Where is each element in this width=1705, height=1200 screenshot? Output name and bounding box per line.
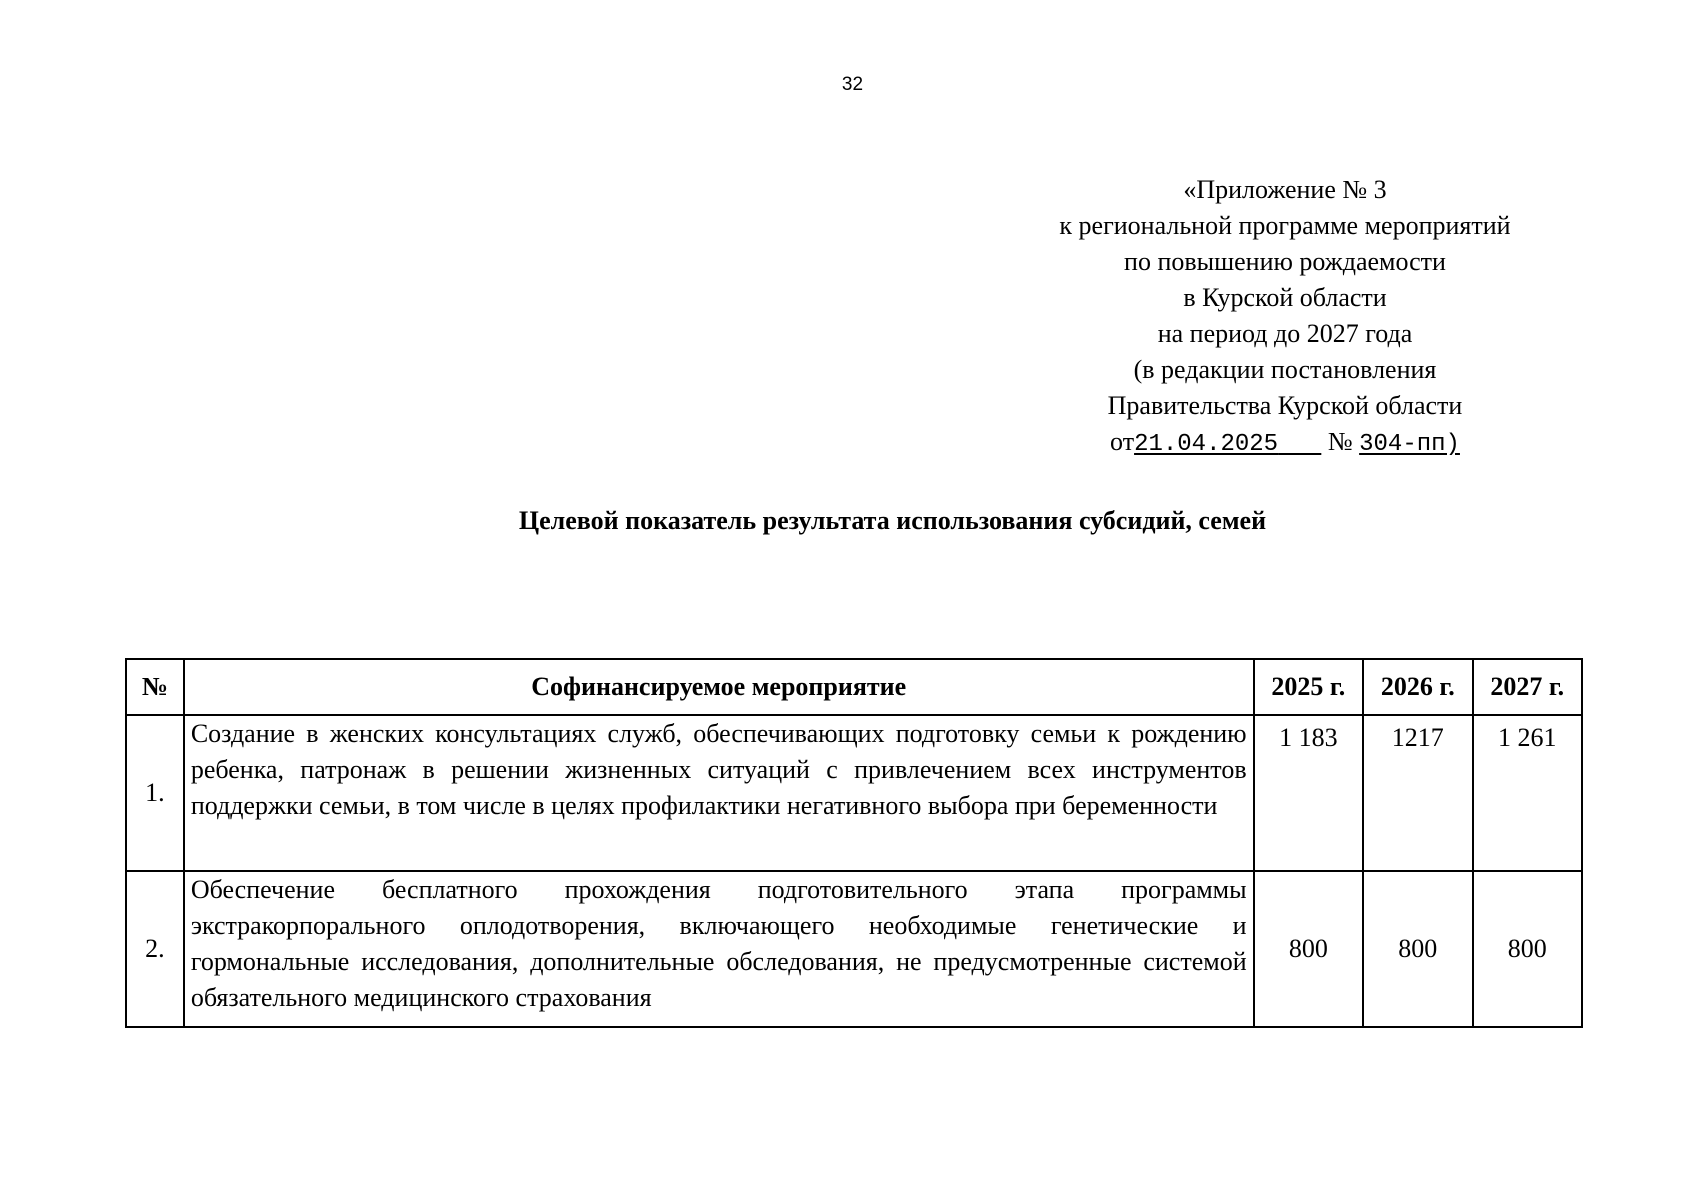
header-2027: 2027 г. bbox=[1473, 659, 1582, 715]
appendix-line: (в редакции постановления bbox=[1133, 355, 1437, 384]
resolution-date-line bbox=[1025, 424, 1545, 463]
row-value-2027: 1 261 bbox=[1473, 715, 1582, 871]
appendix-line: «Приложение № 3 bbox=[1183, 175, 1387, 204]
header-event: Софинансируемое мероприятие bbox=[184, 659, 1254, 715]
indicators-table bbox=[125, 658, 1583, 1028]
row-number: 1. bbox=[126, 715, 184, 871]
row-value-2025: 800 bbox=[1254, 871, 1363, 1027]
header-number: № bbox=[126, 659, 184, 715]
row-value-2027: 800 bbox=[1473, 871, 1582, 1027]
row-value-2025: 1 183 bbox=[1254, 715, 1363, 871]
appendix-header bbox=[1025, 172, 1545, 463]
appendix-line: Правительства Курской области bbox=[1107, 391, 1463, 420]
row-value-2026: 800 bbox=[1363, 871, 1472, 1027]
appendix-line: по повышению рождаемости bbox=[1124, 247, 1446, 276]
date-prefix: от bbox=[1110, 427, 1135, 456]
header-2025: 2025 г. bbox=[1254, 659, 1363, 715]
table-row bbox=[126, 871, 1582, 1027]
header-2026: 2026 г. bbox=[1363, 659, 1472, 715]
resolution-date: 21.04.2025 bbox=[1134, 431, 1279, 458]
row-event: Создание в женских консультациях служб, обеспечивающих подготовку семьи к рождению ребенка, патронаж в решении жизненных ситуаций с привлечением всех инструментов поддержки семьи, в том числе в целях профилактики негативного выбора при беременности bbox=[184, 715, 1254, 871]
resolution-number: 304-пп) bbox=[1359, 431, 1460, 458]
row-number: 2. bbox=[126, 871, 184, 1027]
table-row bbox=[126, 715, 1582, 871]
appendix-line: на период до 2027 года bbox=[1157, 319, 1413, 348]
number-prefix: № bbox=[1327, 427, 1353, 456]
page-number: 32 bbox=[841, 74, 864, 95]
row-event: Обеспечение бесплатного прохождения подготовительного этапа программы экстракорпорального оплодотворения, включающего необходимые генетические и гормональные исследования, дополнительные обследования, не предусмотренные системой обязательного медицинского страхования bbox=[184, 871, 1254, 1027]
document-title: Целевой показатель результата использования субсидий, семей bbox=[518, 506, 1267, 535]
table-header-row bbox=[126, 659, 1582, 715]
row-value-2026: 1217 bbox=[1363, 715, 1472, 871]
appendix-line: в Курской области bbox=[1183, 283, 1387, 312]
appendix-line: к региональной программе мероприятий bbox=[1059, 211, 1511, 240]
